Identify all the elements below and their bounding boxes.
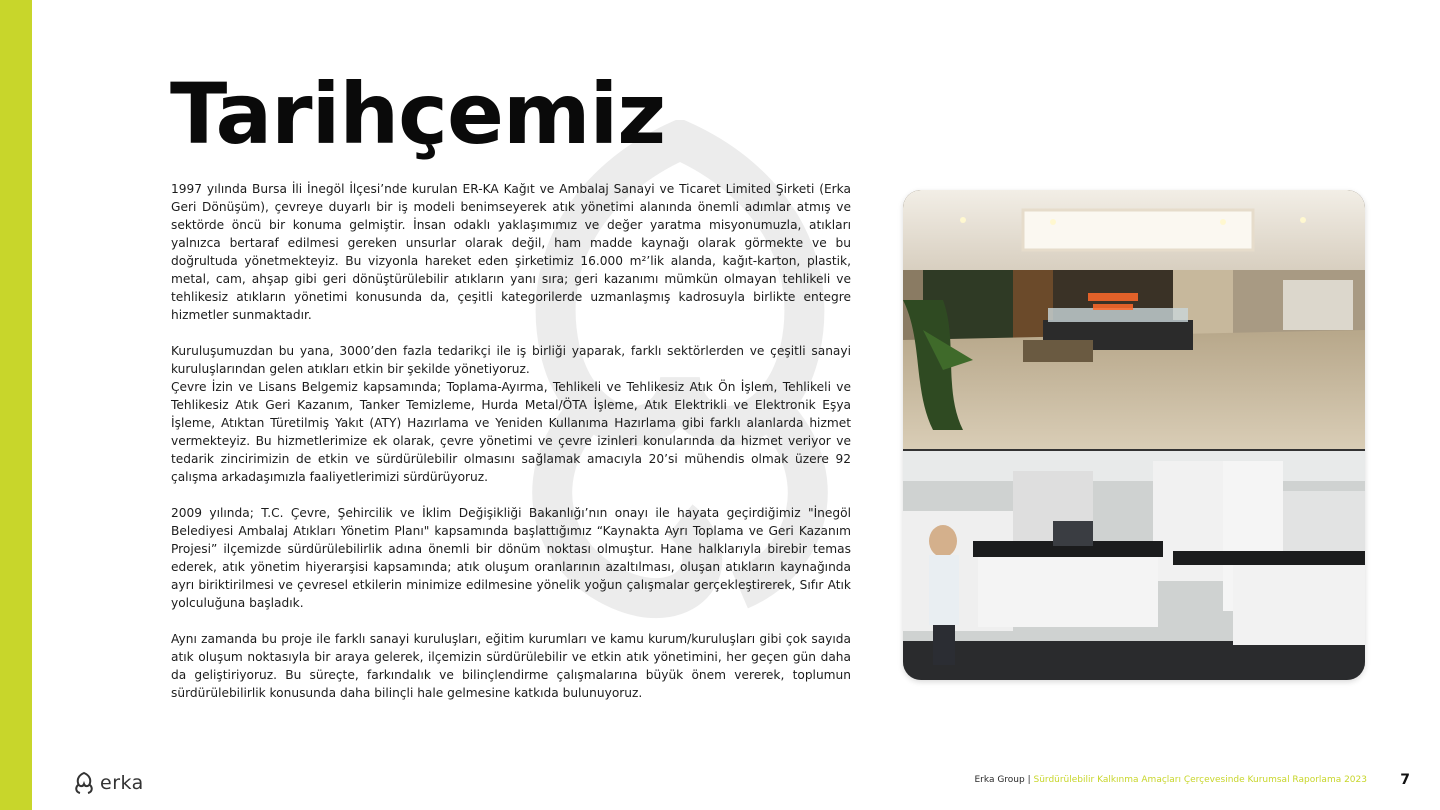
accent-side-bar xyxy=(0,0,32,810)
paragraph-founding: 1997 yılında Bursa İli İnegöl İlçesi’nde kurulan ER-KA Kağıt ve Ambalaj Sanayi ve Ticaret Limited Şirketi (Erka Geri Dönüşüm), çevreye duyarlı bir iş modeli benimseyerek atık yönetimi alanında önemli adımlar atmış ve sektörde öncü bir konuma gelmiştir. İnsan odaklı yaklaşımımız ve değer yaratma misyonumuzla, atıkları yalnızca bertaraf edilmesi gereken unsurlar olarak değil, ham madde kaynağı olarak görmekte ve bu doğrultuda yönetmekteyiz. Bu vizyonla hareket eden şirketimiz 16.000 m²’lik alanda, kağıt-karton, plastik, metal, cam, ahşap gibi geri dönüştürülebilir atıkların yanı sıra; geri kazanımı mümkün olmayan tehlikeli ve tehlikesiz atıkların yönetimi konusunda da, çeşitli kategorilerde uzmanlaşmış kadrosuyla birlikte entegre hizmetler sunmaktadır. xyxy=(171,182,851,322)
page-title: Tarihçemiz xyxy=(170,65,666,163)
footer-separator: | xyxy=(1024,775,1034,785)
logo-text: erka xyxy=(100,772,144,794)
laboratory-photo xyxy=(903,451,1365,680)
history-text xyxy=(171,180,851,702)
paragraph-suppliers: Kuruluşumuzdan bu yana, 3000’den fazla tedarikçi ile iş birliği yaparak, farklı sektörlerden ve çeşitli sanayi kuruluşlarından gelen atıkları etkin bir şekilde yönetiyoruz. xyxy=(171,344,851,376)
footer-credit xyxy=(975,775,1368,785)
erka-logo-icon xyxy=(72,771,96,795)
photo-card xyxy=(903,190,1365,680)
paragraph-2009-project: 2009 yılında; T.C. Çevre, Şehircilik ve İklim Değişikliği Bakanlığı’nın onayı ile hayata geçirdiğimiz "İnegöl Belediyesi Ambalaj Atıkları Yönetim Planı" kapsamında başlattığımız “Kaynakta Ayrı Toplama ve Geri Kazanım Projesi” ilçemizde sürdürülebilirlik adına önemli bir dönüm noktası olmuştur. Hane halklarıyla birebir temas ederek, atık yönetim hiyerarşisi kapsamında; atık oluşum oranlarının azaltılması, oluşan atıkların kaynağında ayrı biriktirilmesi ve çevresel etkilerin minimize edilmesine yönelik yoğun çalışmalar gerçekleştirerek, Sıfır Atık yolculuğuna başladık. xyxy=(171,506,851,610)
page-number: 7 xyxy=(1400,772,1410,788)
footer-company: Erka Group xyxy=(974,775,1025,785)
paragraph-licenses: Çevre İzin ve Lisans Belgemiz kapsamında; Toplama-Ayırma, Tehlikeli ve Tehlikesiz Atık Ön İşlem, Tehlikeli ve Tehlikesiz Atık Geri Kazanım, Tanker Temizleme, Hurda Metal/ÖTA İşleme, Atık Elektrikli ve Elektronik Eşya İşleme, Atıktan Türetilmiş Yakıt (ATY) Hazırlama ve Yeniden Kullanıma Hazırlama gibi farklı alanlarda hizmet vermekteyiz. Bu hizmetlerimize ek olarak, çevre yönetimi ve çevre izinleri konularında da hizmet veriyor ve tedarik zincirimizin de etkin ve sürdürülebilir olmasını sağlamak amacıyla 20’si mühendis olmak üzere 92 çalışma arkadaşımızla faaliyetlerimizi sürdürüyoruz. xyxy=(171,380,851,484)
footer-report-title: Sürdürülebilir Kalkınma Amaçları Çerçevesinde Kurumsal Raporlama 2023 xyxy=(1033,775,1367,785)
paragraph-collaboration: Aynı zamanda bu proje ile farklı sanayi kuruluşları, eğitim kurumları ve kamu kurum/kuruluşları gibi çok sayıda atık oluşum noktasıyla bir araya gelerek, ilçemizin sürdürülebilir ve etkin atık yönetimini, her geçen gün daha da geliştiriyoruz. Bu süreçte, farkındalık ve bilinçlendirme çalışmalarına büyük önem vererek, toplumun sürdürülebilirlik konusunda daha bilinçli hale gelmesine katkıda bulunuyoruz. xyxy=(171,632,851,700)
office-lobby-photo xyxy=(903,190,1365,449)
footer-logo xyxy=(72,770,144,796)
